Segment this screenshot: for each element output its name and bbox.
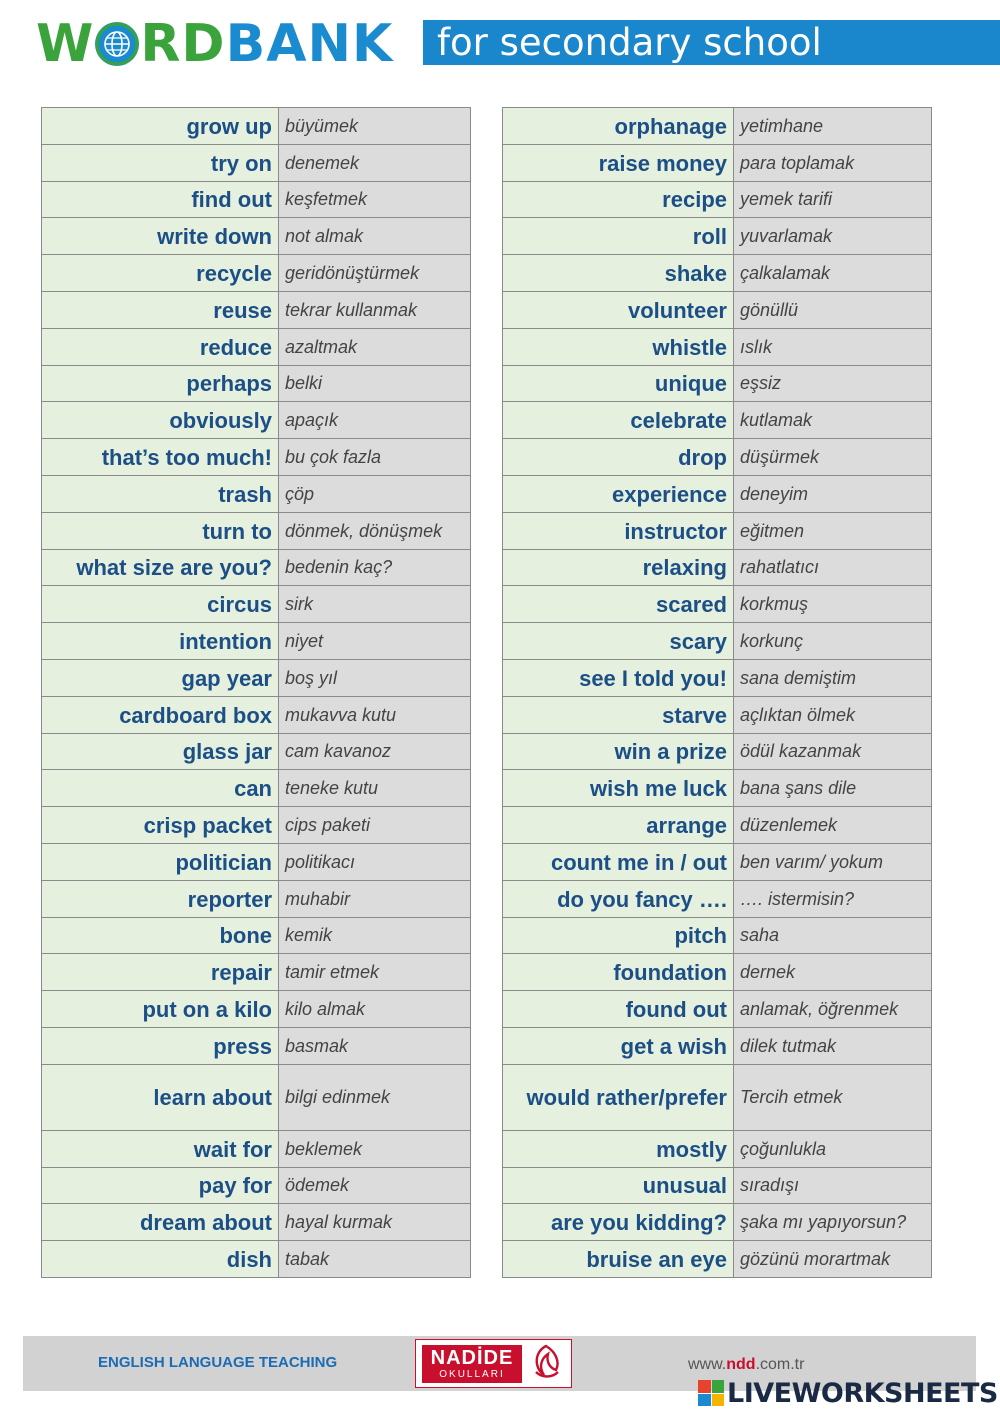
english-term: starve [503,697,734,733]
turkish-translation: tabak [279,1241,470,1277]
english-term: count me in / out [503,844,734,880]
turkish-translation: düşürmek [734,439,931,475]
table-row [503,770,931,807]
url-brand: ndd [726,1356,756,1373]
turkish-translation: dönmek, dönüşmek [279,513,470,549]
turkish-translation: tekrar kullanmak [279,292,470,328]
turkish-translation: bilgi edinmek [279,1065,470,1130]
table-row [42,366,470,403]
english-term: are you kidding? [503,1204,734,1240]
turkish-translation: geridönüştürmek [279,255,470,291]
english-term: found out [503,991,734,1027]
english-term: whistle [503,329,734,365]
turkish-translation: düzenlemek [734,807,931,843]
turkish-translation: sana demiştim [734,660,931,696]
table-row [42,329,470,366]
english-term: unusual [503,1168,734,1204]
wordbank-logo [36,14,393,74]
table-row [503,255,931,292]
turkish-translation: deneyim [734,476,931,512]
logo-word-w: W [36,14,95,74]
turkish-translation: tamir etmek [279,954,470,990]
table-row [42,697,470,734]
english-term: recipe [503,182,734,218]
page-header [0,0,1000,80]
english-term: obviously [42,402,279,438]
table-row [503,182,931,219]
english-term: wait for [42,1131,279,1167]
english-term: try on [42,145,279,181]
table-row [503,1131,931,1168]
turkish-translation: muhabir [279,881,470,917]
english-term: turn to [42,513,279,549]
english-term: drop [503,439,734,475]
url-suffix: .com.tr [755,1356,805,1373]
english-term: shake [503,255,734,291]
turkish-translation: sıradışı [734,1168,931,1204]
url-prefix: www. [688,1356,727,1373]
table-row [42,1168,470,1205]
table-row [42,1131,470,1168]
turkish-translation: sirk [279,586,470,622]
english-term: press [42,1028,279,1064]
turkish-translation: eşsiz [734,366,931,402]
english-term: raise money [503,145,734,181]
turkish-translation: basmak [279,1028,470,1064]
table-row [503,402,931,439]
table-row [503,697,931,734]
turkish-translation: büyümek [279,108,470,144]
table-row [503,292,931,329]
turkish-translation: anlamak, öğrenmek [734,991,931,1027]
english-term: bruise an eye [503,1241,734,1277]
english-term: learn about [42,1065,279,1130]
table-row [42,770,470,807]
english-term: write down [42,218,279,254]
turkish-translation: eğitmen [734,513,931,549]
turkish-translation: kilo almak [279,991,470,1027]
turkish-translation: teneke kutu [279,770,470,806]
table-row [503,1241,931,1278]
english-term: orphanage [503,108,734,144]
english-term: bone [42,918,279,954]
table-row [503,734,931,771]
turkish-translation: beklemek [279,1131,470,1167]
turkish-translation: yetimhane [734,108,931,144]
english-term: politician [42,844,279,880]
table-row [503,439,931,476]
turkish-translation: ödül kazanmak [734,734,931,770]
turkish-translation: denemek [279,145,470,181]
english-term: arrange [503,807,734,843]
turkish-translation: hayal kurmak [279,1204,470,1240]
table-row [503,881,931,918]
turkish-translation: bana şans dile [734,770,931,806]
english-term: find out [42,182,279,218]
footer-url[interactable] [688,1356,804,1374]
liveworksheets-logo[interactable] [698,1377,998,1409]
turkish-translation: azaltmak [279,329,470,365]
english-term: foundation [503,954,734,990]
table-row [42,623,470,660]
table-row [42,844,470,881]
table-row [42,954,470,991]
english-term: get a wish [503,1028,734,1064]
table-row [503,1065,931,1131]
header-banner: for secondary school [423,20,1000,65]
table-row [503,991,931,1028]
table-row [42,402,470,439]
logo-word-rd: RD [140,14,226,74]
turkish-translation: çalkalamak [734,255,931,291]
turkish-translation: saha [734,918,931,954]
english-term: scared [503,586,734,622]
turkish-translation: cam kavanoz [279,734,470,770]
english-term: unique [503,366,734,402]
turkish-translation: çoğunlukla [734,1131,931,1167]
turkish-translation: not almak [279,218,470,254]
logo-bank: BANK [225,14,394,74]
table-row [42,513,470,550]
english-term: recycle [42,255,279,291]
globe-icon [95,22,139,66]
liveworksheets-icon [698,1380,724,1406]
turkish-translation: ödemek [279,1168,470,1204]
turkish-translation: belki [279,366,470,402]
table-row [42,1028,470,1065]
turkish-translation: yuvarlamak [734,218,931,254]
table-row [503,476,931,513]
turkish-translation: yemek tarifi [734,182,931,218]
table-row [503,586,931,623]
english-term: see I told you! [503,660,734,696]
english-term: experience [503,476,734,512]
table-row [503,218,931,255]
turkish-translation: dilek tutmak [734,1028,931,1064]
table-row [42,292,470,329]
turkish-translation: boş yıl [279,660,470,696]
table-row [42,182,470,219]
table-row [503,954,931,991]
table-row [503,807,931,844]
turkish-translation: keşfetmek [279,182,470,218]
table-row [503,513,931,550]
table-row [42,255,470,292]
table-row [503,660,931,697]
english-term: reuse [42,292,279,328]
left-vocab-table [41,107,471,1278]
english-term: roll [503,218,734,254]
turkish-translation: dernek [734,954,931,990]
turkish-translation: açlıktan ölmek [734,697,931,733]
english-term: wish me luck [503,770,734,806]
english-term: reporter [42,881,279,917]
table-row [503,550,931,587]
english-term: dish [42,1241,279,1277]
table-row [503,1204,931,1241]
english-term: pay for [42,1168,279,1204]
table-row [503,844,931,881]
table-row [503,1028,931,1065]
turkish-translation: ben varım/ yokum [734,844,931,880]
english-term: do you fancy …. [503,881,734,917]
nadide-logo-subtitle: OKULLARI [439,1368,505,1380]
table-row [42,807,470,844]
turkish-translation: mukavva kutu [279,697,470,733]
turkish-translation: şaka mı yapıyorsun? [734,1204,931,1240]
turkish-translation: rahatlatıcı [734,550,931,586]
turkish-translation: apaçık [279,402,470,438]
turkish-translation: korkmuş [734,586,931,622]
table-row [503,918,931,955]
table-row [42,660,470,697]
english-term: reduce [42,329,279,365]
english-term: cardboard box [42,697,279,733]
table-row [42,586,470,623]
nadide-logo [415,1339,572,1388]
english-term: circus [42,586,279,622]
table-row [42,991,470,1028]
english-term: mostly [503,1131,734,1167]
english-term: scary [503,623,734,659]
english-term: that’s too much! [42,439,279,475]
liveworksheets-text: LIVEWORKSHEETS [727,1377,998,1409]
table-row [42,1065,470,1131]
english-term: can [42,770,279,806]
flame-icon [528,1342,564,1385]
english-term: would rather/prefer [503,1065,734,1130]
turkish-translation: cips paketi [279,807,470,843]
english-term: instructor [503,513,734,549]
english-term: intention [42,623,279,659]
turkish-translation: bedenin kaç? [279,550,470,586]
table-row [42,145,470,182]
turkish-translation: niyet [279,623,470,659]
right-vocab-table [502,107,932,1278]
table-row [503,366,931,403]
table-row [42,218,470,255]
table-row [503,329,931,366]
table-row [42,734,470,771]
turkish-translation: kemik [279,918,470,954]
turkish-translation: gözünü morartmak [734,1241,931,1277]
english-term: trash [42,476,279,512]
footer-elt-label: ENGLISH LANGUAGE TEACHING [98,1354,338,1371]
table-row [42,918,470,955]
english-term: grow up [42,108,279,144]
english-term: gap year [42,660,279,696]
english-term: volunteer [503,292,734,328]
english-term: perhaps [42,366,279,402]
table-row [42,1241,470,1278]
turkish-translation: bu çok fazla [279,439,470,475]
english-term: repair [42,954,279,990]
turkish-translation: …. istermisin? [734,881,931,917]
english-term: win a prize [503,734,734,770]
table-row [42,1204,470,1241]
english-term: dream about [42,1204,279,1240]
table-row [42,881,470,918]
table-row [42,108,470,145]
table-row [503,1168,931,1205]
english-term: pitch [503,918,734,954]
turkish-translation: para toplamak [734,145,931,181]
table-row [42,476,470,513]
turkish-translation: gönüllü [734,292,931,328]
english-term: what size are you? [42,550,279,586]
turkish-translation: çöp [279,476,470,512]
english-term: crisp packet [42,807,279,843]
nadide-logo-box [422,1345,522,1383]
turkish-translation: korkunç [734,623,931,659]
english-term: glass jar [42,734,279,770]
nadide-logo-title: NADİDE [430,1346,514,1369]
table-row [503,145,931,182]
english-term: relaxing [503,550,734,586]
table-row [42,550,470,587]
turkish-translation: Tercih etmek [734,1065,931,1130]
table-row [503,108,931,145]
table-row [42,439,470,476]
turkish-translation: ıslık [734,329,931,365]
turkish-translation: kutlamak [734,402,931,438]
english-term: celebrate [503,402,734,438]
table-row [503,623,931,660]
english-term: put on a kilo [42,991,279,1027]
turkish-translation: politikacı [279,844,470,880]
